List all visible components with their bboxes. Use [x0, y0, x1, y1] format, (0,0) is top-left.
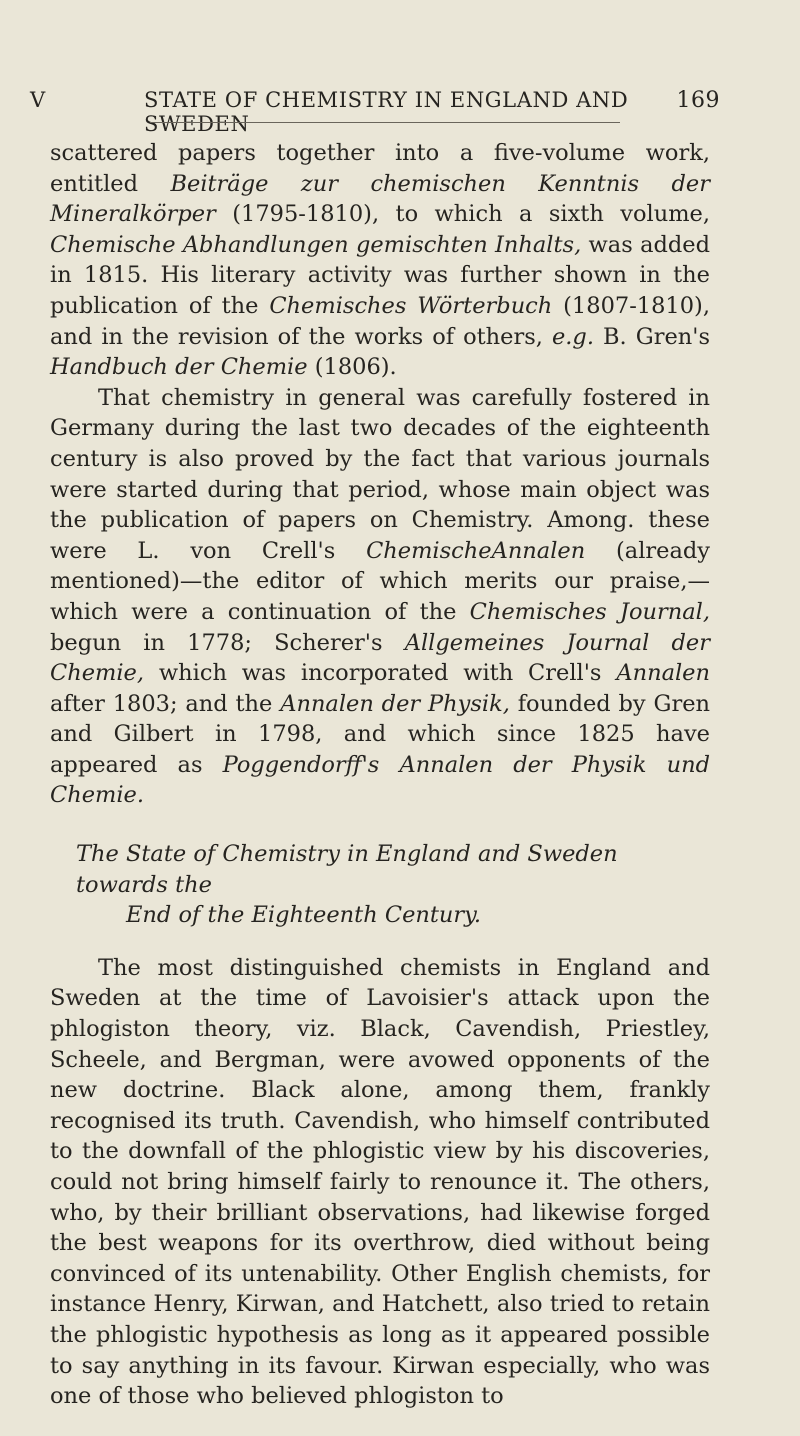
- running-title: STATE OF CHEMISTRY IN ENGLAND AND SWEDEN: [144, 88, 629, 136]
- paragraph-chemists: The most distinguished chemists in England and Sweden at the time of Lavoisier's attack upon the phlogiston theory, viz. Black, Cavendish, Priestley, Scheele, and Bergman, were avowed opponents of the new doctrine. Black alone, among them, frankly recognised its truth. Cavendish, who himself contributed to the downfall of the phlogistic view by his discoveries, could not bring himself fairly to renounce it. The others, who, by their brilliant observations, had likewise forged the best weapons for its overthrow, died without being convinced of its untenability. Other English chemists, for instance Henry, Kirwan, and Hatchett, also tried to retain the phlogistic hypothesis as long as it appeared possible to say anything in its favour. Kirwan especially, who was one of those who believed phlogiston to: [50, 954, 710, 1410]
- text-run: founded by Gren and Gilbert in 1798, and which since 1825 have appeared as: [50, 690, 711, 778]
- paragraph-journals: [50, 383, 710, 811]
- heading-line-1: The State of Chemistry in England and Sweden towards the: [76, 841, 618, 898]
- text-run: which was incorporated with Crell's: [144, 660, 617, 687]
- text-run: (1807-1810), and in the revision of the works of others,: [50, 292, 710, 350]
- text-run: (1795-1810), to which a sixth volume,: [215, 201, 710, 228]
- title-italic: Handbuch der Chemie: [50, 354, 308, 381]
- section-heading: [50, 839, 710, 931]
- title-italic: Chemisches Journal,: [469, 598, 710, 625]
- paragraph-continued: [50, 138, 710, 383]
- text-run: B. Gren's: [594, 323, 710, 350]
- title-italic: Chemische Abhandlungen gemischten Inhalts,: [50, 231, 582, 258]
- text-run: (1806).: [307, 354, 397, 381]
- title-italic: ChemischeAnnalen: [366, 537, 586, 564]
- heading-line-2: End of the Eighteenth Century.: [126, 902, 482, 929]
- title-italic: Chemisches Wörterbuch: [269, 292, 553, 319]
- title-italic: Annalen: [616, 660, 710, 687]
- title-italic: Annalen der Physik,: [280, 690, 510, 717]
- title-italic: Beiträge zur chemischen Kenntnis der Mineralkörper: [50, 170, 711, 228]
- running-head: [30, 88, 720, 136]
- text-run: was added in 1815. His literary activity was further shown in the publication of the: [50, 231, 711, 319]
- title-italic: Allgemeines Journal der Chemie,: [50, 629, 710, 687]
- text-run: scattered papers together into a five-volume work, entitled: [50, 140, 710, 197]
- title-italic: Poggendorff's Annalen der Physik und Chemie.: [50, 751, 710, 809]
- header-rule: [150, 122, 620, 123]
- text-run: (already mentioned)—the editor of which merits our praise,—which were a continuation of the: [50, 537, 710, 625]
- text-run: after 1803; and the: [50, 690, 281, 717]
- abbrev-italic: e.g.: [551, 323, 594, 350]
- page-number: 169: [676, 88, 720, 113]
- body-text: [50, 138, 710, 1412]
- text-run: That chemistry in general was carefully fostered in Germany during the last two decades of the eighteenth century is also proved by the fact that various journals were started during that period, whose main object was the publication of papers on Chemistry. Among. these were L. von Crell's: [50, 384, 710, 564]
- text-run: begun in 1778; Scherer's: [50, 629, 405, 656]
- chapter-number: V: [30, 88, 46, 112]
